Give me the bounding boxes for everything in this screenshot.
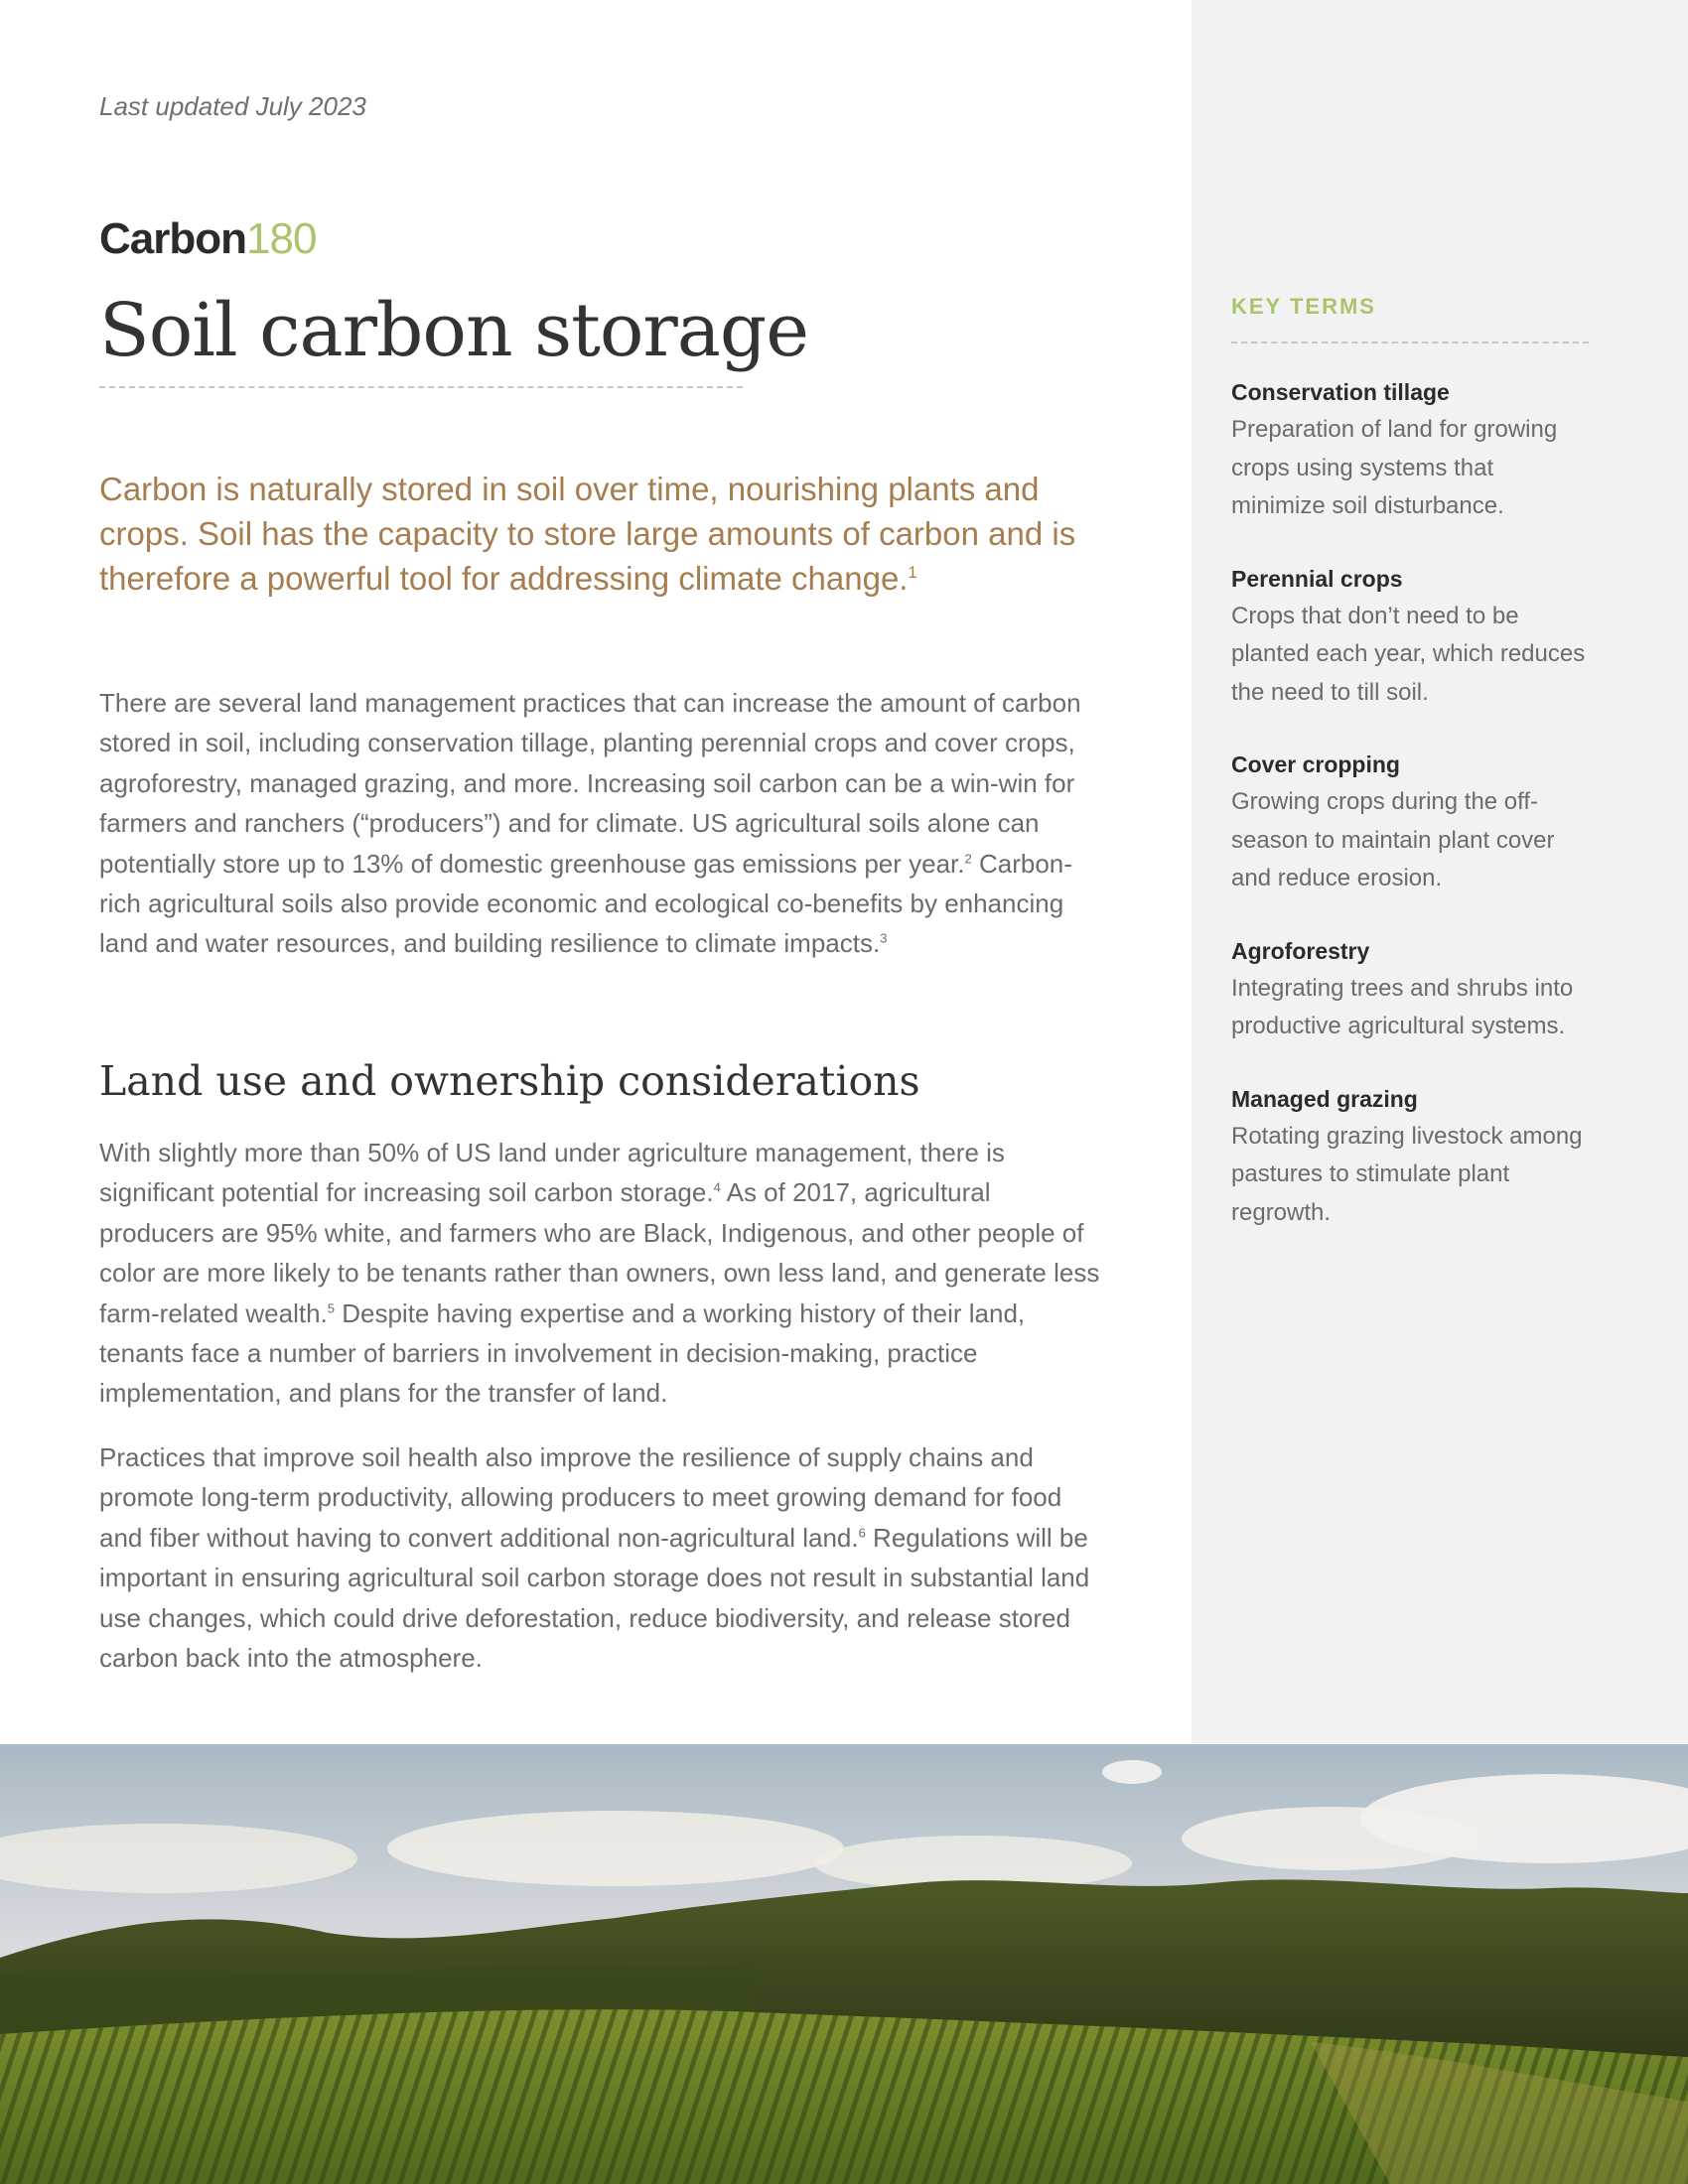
term-name: Conservation tillage: [1231, 379, 1450, 405]
term-name: Perennial crops: [1231, 565, 1403, 592]
footnote-ref: 6: [858, 1525, 866, 1541]
key-term: [1231, 560, 1589, 713]
key-term: [1231, 932, 1589, 1046]
footnote-ref: 4: [713, 1179, 721, 1195]
paragraph-text: Practices that improve soil health also improve the resilience of supply chains and promote long-term productivity, allowing producers to meet growing demand for food and fiber without having to convert additional non-agricultural land.: [99, 1442, 1062, 1553]
paragraph-text: Regulations will be important in ensuring agricultural soil carbon storage does not result in substantial land use changes, which could drive deforestation, reduce biodiversity, and release stored carbon back into the atmosphere.: [99, 1522, 1090, 1674]
term-definition: Integrating trees and shrubs into productive agricultural systems.: [1231, 974, 1574, 1039]
paragraph-text: Despite having expertise and a working history of their land, tenants face a number of barriers in involvement in decision-making, practice implementation, and plans for the transfer of land.: [99, 1297, 1026, 1409]
logo-carbon: Carbon: [99, 214, 246, 263]
farmland-photo: [0, 1744, 1688, 2184]
term-name: Cover cropping: [1231, 751, 1400, 777]
intro-paragraph: [99, 467, 1092, 601]
key-term: [1231, 1080, 1589, 1233]
term-definition: Preparation of land for growing crops using systems that minimize soil disturbance.: [1231, 416, 1558, 519]
term-definition: Growing crops during the off-season to maintain plant cover and reduce erosion.: [1231, 788, 1555, 891]
paragraph-soil-health: [99, 1437, 1102, 1678]
footnote-ref: 5: [327, 1299, 335, 1315]
section-heading: Land use and ownership considerations: [99, 1057, 920, 1105]
paragraph-text: As of 2017, agricultural producers are 95% white, and farmers who are Black, Indigenous, and other people of color are more likely to be tenants rather than owners, own less land, and generate less farm-related wealth.: [99, 1177, 1100, 1328]
paragraph-text: There are several land management practices that can increase the amount of carbon stored in soil, including conservation tillage, planting perennial crops and cover crops, agroforestry, managed grazing, and more. Increasing soil carbon can be a win-win for farmers and ranchers (“producers”) and for climate. US agricultural soils alone can potentially store up to 13% of domestic greenhouse gas emissions per year.: [99, 688, 1081, 879]
last-updated: Last updated July 2023: [99, 91, 366, 121]
footnote-ref: 3: [880, 930, 888, 946]
paragraph-land-use: [99, 1133, 1102, 1414]
intro-text: Carbon is naturally stored in soil over time, nourishing plants and crops. Soil has the capacity to store large amounts of carbon and is therefore a powerful tool for addressing climate change.: [99, 471, 1076, 597]
key-terms-heading: KEY TERMS: [1231, 290, 1589, 343]
page-title: Soil carbon storage: [99, 281, 743, 388]
key-terms-sidebar: [1231, 290, 1589, 1232]
term-name: Managed grazing: [1231, 1085, 1418, 1112]
footnote-ref: 1: [908, 564, 917, 582]
term-definition: Crops that don’t need to be planted each year, which reduces the need to till soil.: [1231, 602, 1586, 706]
paragraph-practices: [99, 683, 1102, 964]
logo-180: 180: [246, 214, 317, 263]
key-term: [1231, 373, 1589, 526]
paragraph-text: With slightly more than 50% of US land under agriculture management, there is significant potential for increasing soil carbon storage.: [99, 1138, 1005, 1208]
key-term: [1231, 746, 1589, 898]
carbon180-logo: [99, 214, 316, 264]
term-name: Agroforestry: [1231, 937, 1370, 964]
paragraph-text: Carbon-rich agricultural soils also provide economic and ecological co-benefits by enhancing land and water resources, and building resilience to climate impacts.: [99, 848, 1072, 959]
footnote-ref: 2: [964, 850, 972, 866]
term-definition: Rotating grazing livestock among pastures to stimulate plant regrowth.: [1231, 1122, 1583, 1226]
